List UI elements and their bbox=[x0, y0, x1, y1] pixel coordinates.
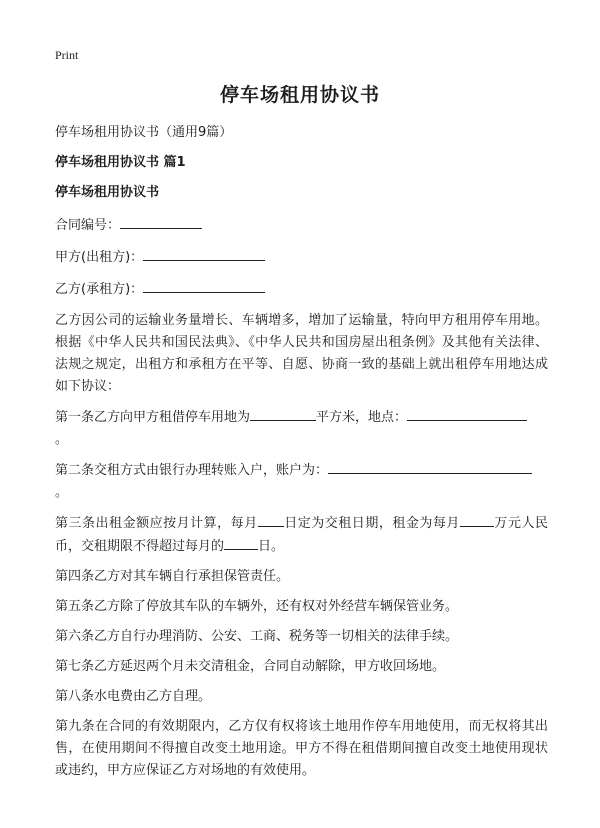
party-a-label: 甲方(出租方)： bbox=[55, 250, 144, 265]
article-2 bbox=[55, 459, 548, 504]
party-b-blank bbox=[143, 278, 265, 293]
article-6: 第六条乙方自行办理消防、公安、工商、税务等一切相关的法律手续。 bbox=[55, 629, 459, 644]
deadline-day-blank bbox=[224, 535, 258, 550]
contract-number-field bbox=[55, 214, 548, 237]
area-blank bbox=[250, 406, 316, 421]
article-7: 第七条乙方延迟两个月未交清租金，合同自动解除，甲方收回场地。 bbox=[55, 659, 446, 674]
article-2-part-b: 。 bbox=[55, 485, 69, 500]
document-heading: 停车场租用协议书 bbox=[55, 185, 160, 200]
article-1-part-a: 第一条乙方向甲方租借停车用地为 bbox=[55, 410, 251, 425]
article-1 bbox=[55, 406, 548, 451]
section-heading: 停车场租用协议书 篇1 bbox=[55, 155, 186, 170]
party-b-label: 乙方(承租方)： bbox=[55, 282, 144, 297]
party-a-field bbox=[55, 246, 548, 269]
article-5: 第五条乙方除了停放其车队的车辆外，还有权对外经营车辆保管业务。 bbox=[55, 599, 459, 614]
article-3-part-a: 第三条出租金额应按月计算，每月 bbox=[55, 516, 258, 531]
location-blank bbox=[407, 406, 527, 421]
document-body bbox=[55, 122, 548, 790]
print-link[interactable]: Print bbox=[55, 48, 79, 62]
rent-amount-blank bbox=[460, 512, 494, 527]
account-blank bbox=[328, 459, 532, 474]
party-a-blank bbox=[143, 246, 265, 261]
intro-paragraph: 乙方因公司的运输业务量增长、车辆增多，增加了运输量，特向甲方租用停车用地。根据《中华人民共和国民法典》、《中华人民共和国房屋出租条例》及其他有关法律、法规之规定，出租方和承租方在平等、自愿、协商一致的基础上就出租停车用地达成如下协议： bbox=[55, 313, 548, 394]
article-9: 第九条在合同的有效期限内，乙方仅有权将该土地用作停车用地使用，而无权将其出售，在使用期间不得擅自改变土地用途。甲方不得在租借期间擅自改变土地使用现状或违约，甲方应保证乙方对场地的有效使用。 bbox=[55, 719, 548, 778]
payment-day-blank bbox=[258, 512, 284, 527]
article-4: 第四条乙方对其车辆自行承担保管责任。 bbox=[55, 569, 290, 584]
party-b-field bbox=[55, 278, 548, 301]
article-8: 第八条水电费由乙方自理。 bbox=[55, 689, 212, 704]
article-1-part-c: 。 bbox=[55, 432, 69, 447]
contract-number-blank bbox=[120, 214, 202, 229]
page-title: 停车场租用协议书 bbox=[219, 84, 380, 106]
article-3-part-c: 万元人民币，交租期限不得超过每月的 bbox=[55, 516, 548, 554]
article-3 bbox=[55, 512, 548, 558]
article-2-part-a: 第二条交租方式由银行办理转账入户，账户为： bbox=[55, 463, 329, 478]
document-subtitle: 停车场租用协议书（通用9篇） bbox=[55, 125, 233, 140]
article-1-part-b: 平方米，地点： bbox=[316, 410, 408, 425]
article-3-part-d: 日。 bbox=[258, 539, 285, 554]
article-3-part-b: 日定为交租日期，租金为每月 bbox=[283, 516, 460, 531]
contract-number-label: 合同编号： bbox=[55, 218, 121, 233]
